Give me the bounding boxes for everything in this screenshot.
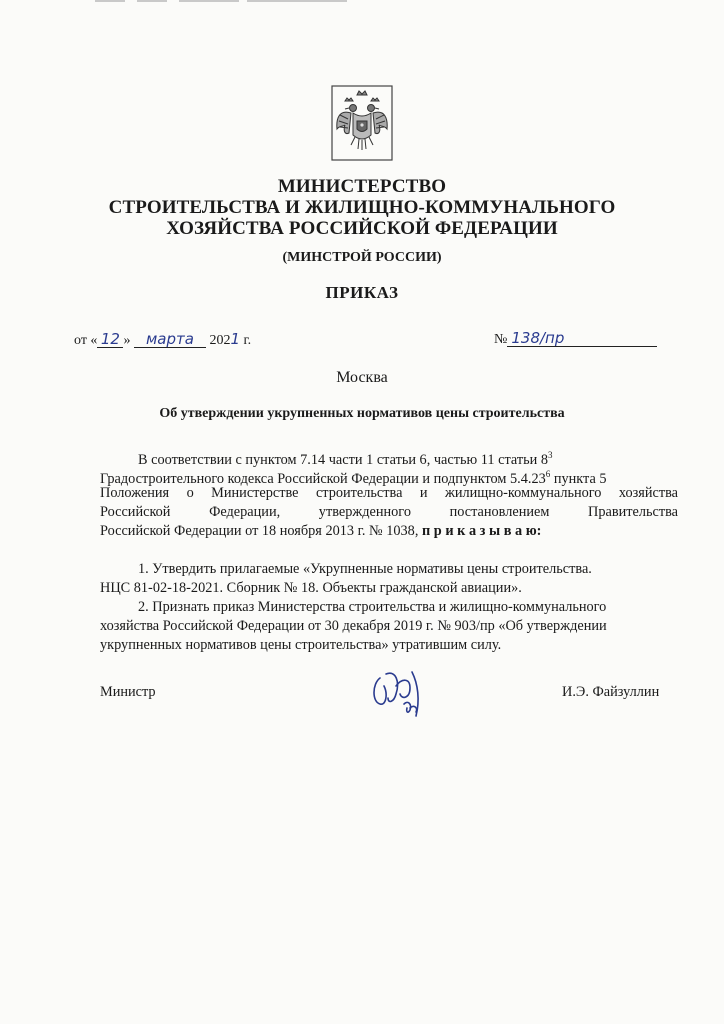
ministry-line: МИНИСТЕРСТВО <box>277 176 447 197</box>
body-line: укрупненных нормативов цены строительства» утратившим силу. <box>100 637 502 653</box>
document-type: ПРИКАЗ <box>325 283 399 302</box>
body-line: Российской Федерации, утвержденного постановлением Правительства <box>100 504 678 520</box>
handwritten-signature-icon <box>366 664 432 724</box>
body-line: 2. Признать приказ Министерства строительства и жилищно-коммунального <box>138 599 607 615</box>
number-prefix: № <box>494 332 508 347</box>
superscript: 6 <box>545 469 551 479</box>
ministry-short-name: (МИНСТРОЙ РОССИИ) <box>282 250 442 265</box>
body-line: НЦС 81-02-18-2021. Сборник № 18. Объекты гражданской авиации». <box>100 580 522 596</box>
signatory-position: Министр <box>100 684 156 700</box>
number-value: 138/пр <box>507 330 657 347</box>
date-suffix: г. <box>239 333 252 348</box>
document-subject: Об утверждении укрупненных нормативов цены строительства <box>159 406 565 421</box>
body-line: Положения о Министерстве строительства и жилищно-коммунального хозяйства <box>100 485 678 501</box>
order-number <box>494 330 657 348</box>
coat-of-arms-icon <box>331 85 393 161</box>
date-month: марта <box>134 331 206 348</box>
date-year-prefix: 202 <box>205 333 231 348</box>
body-text: Российской Федерации от 18 ноября 2013 г. № 1038, <box>100 523 422 539</box>
signatory-name: И.Э. Файзуллин <box>562 684 660 700</box>
date-year-digit: 1 <box>230 330 240 348</box>
body-text: Градостроительного кодекса Российской Федерации и подпунктом 5.4.23 <box>100 470 546 487</box>
date-separator: » <box>123 333 134 348</box>
scan-edge-marks <box>95 0 355 2</box>
body-text: пункта 5 <box>550 470 607 487</box>
body-line: хозяйства Российской Федерации от 30 декабря 2019 г. № 903/пр «Об утверждении <box>100 618 607 634</box>
order-date <box>74 330 251 349</box>
body-line <box>100 522 541 540</box>
city: Москва <box>336 369 388 386</box>
order-verb: п р и к а з ы в а ю: <box>421 523 542 539</box>
ministry-line: ХОЗЯЙСТВА РОССИЙСКОЙ ФЕДЕРАЦИИ <box>166 218 558 239</box>
date-prefix: от « <box>74 333 98 348</box>
body-line: 1. Утвердить прилагаемые «Укрупненные нормативы цены строительства. <box>138 561 592 577</box>
date-day: 12 <box>97 331 123 348</box>
ministry-name <box>80 176 644 239</box>
ministry-line: СТРОИТЕЛЬСТВА И ЖИЛИЩНО-КОММУНАЛЬНОГО <box>108 197 616 218</box>
body-text: В соответствии с пунктом 7.14 части 1 статьи 6, частью 11 статьи 8 <box>138 451 548 468</box>
superscript: 3 <box>548 450 553 460</box>
